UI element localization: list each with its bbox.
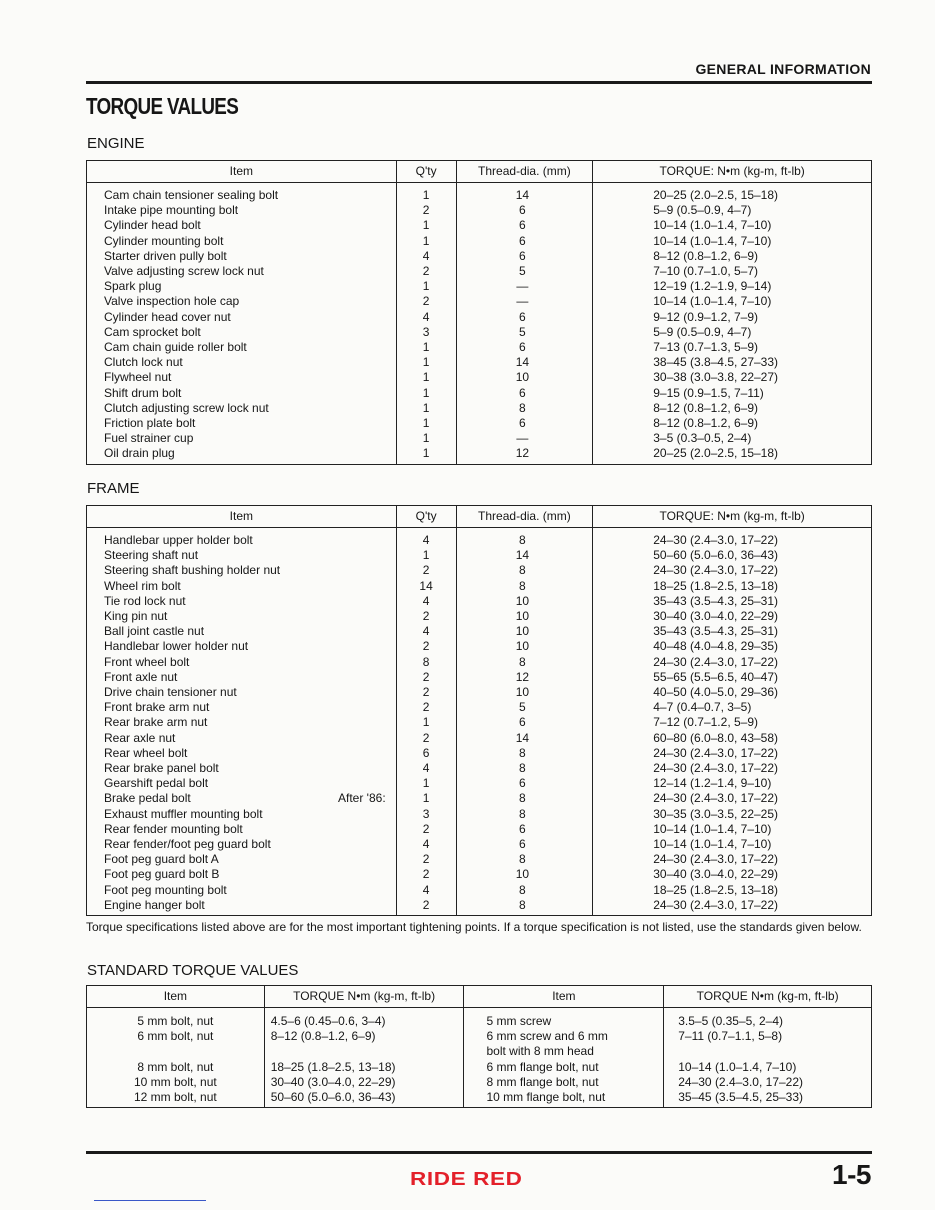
thread-dia-cell: 6: [456, 715, 593, 730]
page-title: TORQUE VALUES: [86, 93, 239, 119]
item-cell: Handlebar lower holder nut: [87, 639, 397, 654]
torque-cell: 35–43 (3.5–4.3, 25–31): [593, 594, 872, 609]
thread-dia-cell: 12: [456, 446, 593, 464]
torque-cell: 20–25 (2.0–2.5, 15–18): [593, 446, 872, 464]
standard-table-body: [87, 1008, 872, 1108]
torque-cell: 10–14 (1.0–1.4, 7–10): [593, 218, 872, 233]
thread-dia-cell: 6: [456, 203, 593, 218]
torque-cell-2: 7–11 (0.7–1.1, 5–8): [664, 1029, 872, 1044]
item-cell: Valve adjusting screw lock nut: [87, 264, 397, 279]
item-cell: 10 mm bolt, nut: [87, 1075, 265, 1090]
item-cell: Engine hanger bolt: [87, 898, 397, 916]
table-row: [87, 1075, 872, 1090]
qty-cell: 2: [396, 685, 456, 700]
column-header-torque: TORQUE: N•m (kg-m, ft-lb): [593, 161, 872, 183]
torque-cell: 38–45 (3.8–4.5, 27–33): [593, 355, 872, 370]
torque-cell: 35–43 (3.5–4.3, 25–31): [593, 624, 872, 639]
torque-cell: 30–38 (3.0–3.8, 22–27): [593, 370, 872, 385]
thread-dia-cell: 14: [456, 731, 593, 746]
torque-cell: 50–60 (5.0–6.0, 36–43): [593, 548, 872, 563]
column-header-item: Item: [87, 161, 397, 183]
table-row: [87, 731, 872, 746]
qty-cell: 2: [396, 294, 456, 309]
item-cell: Oil drain plug: [87, 446, 397, 464]
qty-cell: 2: [396, 898, 456, 916]
thread-dia-cell: 5: [456, 325, 593, 340]
header-rule: [86, 81, 872, 84]
qty-cell: 4: [396, 310, 456, 325]
item-cell: Rear fender mounting bolt: [87, 822, 397, 837]
torque-cell: 8–12 (0.8–1.2, 6–9): [593, 416, 872, 431]
qty-cell: 2: [396, 822, 456, 837]
table-row: [87, 431, 872, 446]
table-row: [87, 715, 872, 730]
torque-cell-2: 10–14 (1.0–1.4, 7–10): [664, 1060, 872, 1075]
thread-dia-cell: —: [456, 294, 593, 309]
table-row: [87, 761, 872, 776]
torque-cell: 40–48 (4.0–4.8, 29–35): [593, 639, 872, 654]
torque-cell: 9–12 (0.9–1.2, 7–9): [593, 310, 872, 325]
item-cell: Intake pipe mounting bolt: [87, 203, 397, 218]
qty-cell: 6: [396, 746, 456, 761]
table-row: [87, 548, 872, 563]
item-cell: Foot peg guard bolt B: [87, 867, 397, 882]
thread-dia-cell: 14: [456, 183, 593, 204]
item-cell: Cylinder head cover nut: [87, 310, 397, 325]
table-row: [87, 264, 872, 279]
torque-cell: 7–13 (0.7–1.3, 5–9): [593, 340, 872, 355]
qty-cell: 4: [396, 761, 456, 776]
qty-cell: 2: [396, 852, 456, 867]
item-cell: Spark plug: [87, 279, 397, 294]
table-row: [87, 1029, 872, 1044]
torque-cell: 40–50 (4.0–5.0, 29–36): [593, 685, 872, 700]
item-cell: Cam sprocket bolt: [87, 325, 397, 340]
qty-cell: 4: [396, 249, 456, 264]
table-row: [87, 234, 872, 249]
qty-cell: 3: [396, 325, 456, 340]
torque-cell: 60–80 (6.0–8.0, 43–58): [593, 731, 872, 746]
table-row: [87, 218, 872, 233]
qty-cell: 4: [396, 594, 456, 609]
frame-table-body: [87, 528, 872, 916]
model-year-note: After '86:: [338, 791, 386, 806]
table-row: [87, 401, 872, 416]
item-cell: Front axle nut: [87, 670, 397, 685]
thread-dia-cell: 8: [456, 761, 593, 776]
torque-cell: 12–19 (1.2–1.9, 9–14): [593, 279, 872, 294]
table-row: [87, 249, 872, 264]
item-cell: Foot peg guard bolt A: [87, 852, 397, 867]
torque-cell: 55–65 (5.5–6.5, 40–47): [593, 670, 872, 685]
table-row: [87, 639, 872, 654]
table-row: [87, 1044, 872, 1059]
thread-dia-cell: 8: [456, 401, 593, 416]
item-cell: Rear brake panel bolt: [87, 761, 397, 776]
torque-cell-2: 24–30 (2.4–3.0, 17–22): [664, 1075, 872, 1090]
thread-dia-cell: 5: [456, 700, 593, 715]
table-row: [87, 822, 872, 837]
table-row: [87, 867, 872, 882]
item-cell: 12 mm bolt, nut: [87, 1090, 265, 1108]
qty-cell: 2: [396, 639, 456, 654]
thread-dia-cell: 8: [456, 563, 593, 578]
torque-cell-2: 3.5–5 (0.35–5, 2–4): [664, 1008, 872, 1030]
item-cell: Drive chain tensioner nut: [87, 685, 397, 700]
table-row: [87, 883, 872, 898]
item-cell: Cam chain tensioner sealing bolt: [87, 183, 397, 204]
table-row: [87, 579, 872, 594]
thread-dia-cell: 8: [456, 807, 593, 822]
table-row: [87, 655, 872, 670]
table-row: [87, 594, 872, 609]
torque-cell: 24–30 (2.4–3.0, 17–22): [593, 761, 872, 776]
item-cell: 6 mm bolt, nut: [87, 1029, 265, 1044]
qty-cell: 1: [396, 279, 456, 294]
qty-cell: 2: [396, 203, 456, 218]
column-header-item-2: Item: [464, 986, 664, 1008]
table-row: [87, 446, 872, 464]
thread-dia-cell: 6: [456, 776, 593, 791]
column-header-torque: TORQUE N•m (kg-m, ft-lb): [264, 986, 464, 1008]
torque-cell: 10–14 (1.0–1.4, 7–10): [593, 294, 872, 309]
item-cell: 8 mm bolt, nut: [87, 1060, 265, 1075]
item-cell: Steering shaft bushing holder nut: [87, 563, 397, 578]
qty-cell: 4: [396, 837, 456, 852]
thread-dia-cell: 10: [456, 609, 593, 624]
table-row: [87, 310, 872, 325]
item-cell: Starter driven pully bolt: [87, 249, 397, 264]
torque-cell: 9–15 (0.9–1.5, 7–11): [593, 386, 872, 401]
torque-cell: 18–25 (1.8–2.5, 13–18): [593, 883, 872, 898]
qty-cell: 1: [396, 715, 456, 730]
qty-cell: 1: [396, 218, 456, 233]
torque-cell: 3–5 (0.3–0.5, 2–4): [593, 431, 872, 446]
table-row: [87, 340, 872, 355]
thread-dia-cell: 10: [456, 370, 593, 385]
thread-dia-cell: 8: [456, 579, 593, 594]
thread-dia-cell: 6: [456, 310, 593, 325]
thread-dia-cell: 10: [456, 867, 593, 882]
item-cell-2: bolt with 8 mm head: [464, 1044, 664, 1059]
torque-cell: 18–25 (1.8–2.5, 13–18): [264, 1060, 464, 1075]
qty-cell: 2: [396, 867, 456, 882]
table-row: [87, 1060, 872, 1075]
table-row: [87, 563, 872, 578]
qty-cell: 1: [396, 401, 456, 416]
torque-cell: 30–40 (3.0–4.0, 22–29): [593, 609, 872, 624]
torque-cell: 8–12 (0.8–1.2, 6–9): [264, 1029, 464, 1044]
table-row: [87, 386, 872, 401]
torque-cell-2: [664, 1044, 872, 1059]
torque-cell: 24–30 (2.4–3.0, 17–22): [593, 528, 872, 549]
thread-dia-cell: —: [456, 279, 593, 294]
item-cell: King pin nut: [87, 609, 397, 624]
engine-section-label: ENGINE: [87, 135, 145, 152]
thread-dia-cell: 10: [456, 594, 593, 609]
torque-cell: 24–30 (2.4–3.0, 17–22): [593, 791, 872, 806]
column-header-item: Item: [87, 506, 397, 528]
item-cell: Cylinder head bolt: [87, 218, 397, 233]
item-cell: Tie rod lock nut: [87, 594, 397, 609]
item-cell: Steering shaft nut: [87, 548, 397, 563]
qty-cell: 4: [396, 624, 456, 639]
qty-cell: 2: [396, 264, 456, 279]
column-header-torque-2: TORQUE N•m (kg-m, ft-lb): [664, 986, 872, 1008]
thread-dia-cell: 10: [456, 685, 593, 700]
qty-cell: 2: [396, 609, 456, 624]
torque-cell: 8–12 (0.8–1.2, 6–9): [593, 401, 872, 416]
item-cell: Valve inspection hole cap: [87, 294, 397, 309]
table-row: [87, 203, 872, 218]
item-cell: Shift drum bolt: [87, 386, 397, 401]
thread-dia-cell: —: [456, 431, 593, 446]
table-row: [87, 791, 872, 806]
item-cell: Rear fender/foot peg guard bolt: [87, 837, 397, 852]
item-cell: Foot peg mounting bolt: [87, 883, 397, 898]
table-row: [87, 852, 872, 867]
item-cell: Flywheel nut: [87, 370, 397, 385]
thread-dia-cell: 6: [456, 249, 593, 264]
page-number: 1-5: [832, 1159, 871, 1190]
qty-cell: 1: [396, 446, 456, 464]
item-cell: Cam chain guide roller bolt: [87, 340, 397, 355]
standard-torque-table: [86, 985, 872, 1108]
table-row: [87, 370, 872, 385]
table-row: [87, 685, 872, 700]
torque-cell: 5–9 (0.5–0.9, 4–7): [593, 325, 872, 340]
item-cell: Friction plate bolt: [87, 416, 397, 431]
table-row: [87, 183, 872, 204]
item-cell: 5 mm bolt, nut: [87, 1008, 265, 1030]
torque-cell: 24–30 (2.4–3.0, 17–22): [593, 898, 872, 916]
item-cell: Front brake arm nut: [87, 700, 397, 715]
qty-cell: 1: [396, 234, 456, 249]
torque-cell: 24–30 (2.4–3.0, 17–22): [593, 563, 872, 578]
engine-table-body: [87, 183, 872, 465]
item-cell: Fuel strainer cup: [87, 431, 397, 446]
thread-dia-cell: 10: [456, 624, 593, 639]
qty-cell: 2: [396, 700, 456, 715]
qty-cell: 2: [396, 731, 456, 746]
thread-dia-cell: 14: [456, 548, 593, 563]
torque-cell-2: 35–45 (3.5–4.5, 25–33): [664, 1090, 872, 1108]
column-header-torque: TORQUE: N•m (kg-m, ft-lb): [593, 506, 872, 528]
torque-note: Torque specifications listed above are for the most important tightening points. If a torque specification is not listed, use the standards given below.: [86, 920, 862, 934]
table-row: [87, 837, 872, 852]
qty-cell: 3: [396, 807, 456, 822]
qty-cell: 1: [396, 548, 456, 563]
torque-cell: 10–14 (1.0–1.4, 7–10): [593, 822, 872, 837]
thread-dia-cell: 8: [456, 898, 593, 916]
torque-cell: 4–7 (0.4–0.7, 3–5): [593, 700, 872, 715]
item-cell: [87, 791, 397, 806]
table-row: [87, 670, 872, 685]
table-row: [87, 416, 872, 431]
torque-cell: 10–14 (1.0–1.4, 7–10): [593, 837, 872, 852]
item-cell-2: 6 mm flange bolt, nut: [464, 1060, 664, 1075]
item-cell-2: 10 mm flange bolt, nut: [464, 1090, 664, 1108]
torque-cell: 8–12 (0.8–1.2, 6–9): [593, 249, 872, 264]
torque-cell: 30–40 (3.0–4.0, 22–29): [593, 867, 872, 882]
column-header-thread-dia: Thread-dia. (mm): [456, 506, 593, 528]
footer-rule: [86, 1151, 872, 1154]
qty-cell: 4: [396, 528, 456, 549]
qty-cell: 1: [396, 416, 456, 431]
engine-torque-table: [86, 160, 872, 465]
thread-dia-cell: 8: [456, 852, 593, 867]
table-row: [87, 279, 872, 294]
torque-cell: [264, 1044, 464, 1059]
table-row: [87, 1008, 872, 1030]
item-cell: Clutch adjusting screw lock nut: [87, 401, 397, 416]
torque-cell: 24–30 (2.4–3.0, 17–22): [593, 852, 872, 867]
thread-dia-cell: 6: [456, 234, 593, 249]
thread-dia-cell: 8: [456, 746, 593, 761]
qty-cell: 2: [396, 563, 456, 578]
torque-cell: 4.5–6 (0.45–0.6, 3–4): [264, 1008, 464, 1030]
table-row: [87, 1090, 872, 1108]
item-cell-2: 8 mm flange bolt, nut: [464, 1075, 664, 1090]
torque-cell: 7–12 (0.7–1.2, 5–9): [593, 715, 872, 730]
thread-dia-cell: 6: [456, 837, 593, 852]
item-cell: [87, 1044, 265, 1059]
torque-cell: 7–10 (0.7–1.0, 5–7): [593, 264, 872, 279]
qty-cell: 2: [396, 670, 456, 685]
item-with-note: [104, 791, 396, 806]
item-name: Brake pedal bolt: [104, 791, 191, 806]
torque-cell: 50–60 (5.0–6.0, 36–43): [264, 1090, 464, 1108]
frame-torque-table: [86, 505, 872, 916]
thread-dia-cell: 8: [456, 528, 593, 549]
column-header-qty: Q'ty: [396, 161, 456, 183]
thread-dia-cell: 8: [456, 883, 593, 898]
thread-dia-cell: 6: [456, 822, 593, 837]
item-cell: Gearshift pedal bolt: [87, 776, 397, 791]
thread-dia-cell: 14: [456, 355, 593, 370]
qty-cell: 1: [396, 386, 456, 401]
thread-dia-cell: 6: [456, 416, 593, 431]
table-row: [87, 700, 872, 715]
item-cell: Rear axle nut: [87, 731, 397, 746]
qty-cell: 14: [396, 579, 456, 594]
qty-cell: 1: [396, 355, 456, 370]
item-cell-2: 6 mm screw and 6 mm: [464, 1029, 664, 1044]
table-row: [87, 355, 872, 370]
item-cell: Ball joint castle nut: [87, 624, 397, 639]
qty-cell: 1: [396, 776, 456, 791]
thread-dia-cell: 8: [456, 791, 593, 806]
torque-cell: 5–9 (0.5–0.9, 4–7): [593, 203, 872, 218]
table-row: [87, 325, 872, 340]
torque-cell: 10–14 (1.0–1.4, 7–10): [593, 234, 872, 249]
qty-cell: 1: [396, 431, 456, 446]
footer-underline: [94, 1200, 206, 1201]
qty-cell: 1: [396, 183, 456, 204]
standard-section-label: STANDARD TORQUE VALUES: [87, 962, 299, 979]
column-header-item: Item: [87, 986, 265, 1008]
frame-section-label: FRAME: [87, 480, 140, 497]
item-cell: Rear brake arm nut: [87, 715, 397, 730]
column-header-thread-dia: Thread-dia. (mm): [456, 161, 593, 183]
table-row: [87, 624, 872, 639]
thread-dia-cell: 10: [456, 639, 593, 654]
thread-dia-cell: 6: [456, 386, 593, 401]
qty-cell: 1: [396, 340, 456, 355]
column-header-qty: Q'ty: [396, 506, 456, 528]
thread-dia-cell: 6: [456, 340, 593, 355]
item-cell: Clutch lock nut: [87, 355, 397, 370]
item-cell: Handlebar upper holder bolt: [87, 528, 397, 549]
qty-cell: 1: [396, 791, 456, 806]
item-cell: Front wheel bolt: [87, 655, 397, 670]
torque-cell: 12–14 (1.2–1.4, 9–10): [593, 776, 872, 791]
table-row: [87, 898, 872, 916]
item-cell: Wheel rim bolt: [87, 579, 397, 594]
table-row: [87, 807, 872, 822]
item-cell: Cylinder mounting bolt: [87, 234, 397, 249]
thread-dia-cell: 12: [456, 670, 593, 685]
item-cell: Rear wheel bolt: [87, 746, 397, 761]
qty-cell: 4: [396, 883, 456, 898]
torque-cell: 20–25 (2.0–2.5, 15–18): [593, 183, 872, 204]
torque-cell: 24–30 (2.4–3.0, 17–22): [593, 746, 872, 761]
torque-cell: 30–35 (3.0–3.5, 22–25): [593, 807, 872, 822]
table-row: [87, 528, 872, 549]
table-row: [87, 294, 872, 309]
qty-cell: 8: [396, 655, 456, 670]
torque-cell: 30–40 (3.0–4.0, 22–29): [264, 1075, 464, 1090]
item-cell: Exhaust muffler mounting bolt: [87, 807, 397, 822]
item-cell-2: 5 mm screw: [464, 1008, 664, 1030]
brand-logo: RIDE RED: [410, 1169, 523, 1189]
section-header: GENERAL INFORMATION: [695, 61, 871, 77]
thread-dia-cell: 8: [456, 655, 593, 670]
torque-cell: 18–25 (1.8–2.5, 13–18): [593, 579, 872, 594]
table-row: [87, 746, 872, 761]
table-row: [87, 609, 872, 624]
table-row: [87, 776, 872, 791]
torque-cell: 24–30 (2.4–3.0, 17–22): [593, 655, 872, 670]
thread-dia-cell: 5: [456, 264, 593, 279]
qty-cell: 1: [396, 370, 456, 385]
thread-dia-cell: 6: [456, 218, 593, 233]
